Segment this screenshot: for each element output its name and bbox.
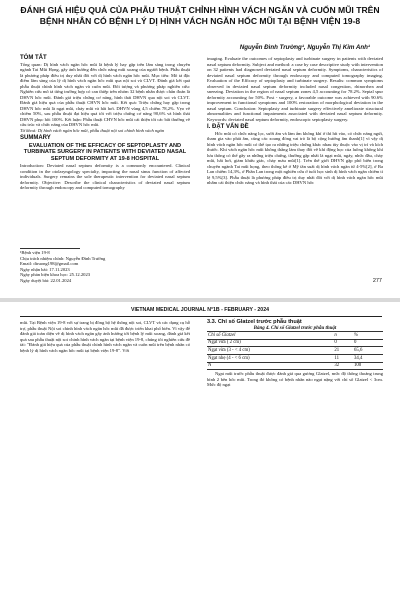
page2-left-column bbox=[20, 320, 190, 353]
table-cell: Ngạt nhẹ (4 - < 6 cm) bbox=[207, 355, 333, 363]
table-row bbox=[207, 339, 383, 347]
table-header-cell: Chỉ số Glatzel bbox=[207, 332, 333, 340]
table-cell: 32 bbox=[333, 362, 353, 370]
table-row bbox=[207, 362, 383, 370]
footnote-reviewed: Ngày phản biện khoa học: 25.12.2023 bbox=[20, 272, 91, 277]
summary-vi-heading: TÓM TẮT bbox=[20, 55, 47, 61]
running-header: VIETNAM MEDICAL JOURNAL N°1B - FEBRUARY - 2024 bbox=[131, 307, 269, 313]
table-caption: Bảng 4. Chỉ số Glatzel trước phẫu thuật bbox=[253, 325, 337, 331]
english-title: EVALUATION OF THE EFFICACY OF SEPTOPLASTY AND TURBINATE SURGERY IN PATIENTS WITH DEVIATED NASAL SEPTUM DEFORMITY AT 19-8 HOSPITAL bbox=[23, 142, 187, 162]
table-cell: N bbox=[207, 362, 333, 370]
table-cell: 0 bbox=[353, 339, 383, 347]
footnote-affiliation: ¹Bệnh viện 19-8 bbox=[20, 250, 50, 255]
abstract-en-continued: imaging. Evaluate the outcomes of septoplasty and turbinate surgery in patients with deviated nasal septum deformity. Subject and method: a case by case descriptive study with intervention on 32 patients had diagnosed deviated nasal septum deformity. Symptoms, characteristics of deviated nasal septum deformity through endoscopy and computed tomography imaging. Evaluation of the Efficacy of septoplasty and turbinate surgery. Results: common symptoms observed in deviated nasal septum deformity included nasal congestion, rhinorrhea and sneezing. Deviation in the region of nasal septum zones 4,5 accounting for 78.2%. Septal spur deformity accounting for 50%. Post - surgery, a favorable outcome was achieved with 90.6% improvement in functional symptoms and 100% restoration of morphological deviation in the nasal septum. Conclusion: Septoplasty and turbinate surgery effectively ameliorate structural abnormalities and functional impairments associated with deviated nasal septum deformity. Keywords: deviated nasal septum deformity, endoscopic septoplasty surgery. bbox=[207, 56, 383, 122]
table-cell: 34,4 bbox=[353, 355, 383, 363]
footnotes bbox=[20, 250, 190, 283]
table-cell: 100 bbox=[353, 362, 383, 370]
footnote-email: Email: dtruong198@gmail.com bbox=[20, 261, 79, 266]
page-number: 277 bbox=[372, 278, 382, 284]
table-cell: 65,6 bbox=[353, 347, 383, 355]
page-277 bbox=[0, 0, 400, 298]
left-column bbox=[20, 56, 190, 191]
header-rule bbox=[20, 316, 382, 317]
table-cell: 11 bbox=[333, 355, 353, 363]
table-row bbox=[207, 347, 383, 355]
summary-en-text: Introduction: Deviated nasal septum deformity is a commonly encountered. Clinical condition in the otolaryngology specialty, impacting the nasal sinus function of affected individuals. Surgery remains the sole therapeutic intervention for deviated nasal septum deformity. Objective: Describe the clinical characteristics of deviated nasal septum deformity through endoscopy and computed tomography bbox=[20, 163, 190, 191]
footnote-corresponding-author: Chịu trách nhiệm chính: Nguyễn Đình Trường bbox=[20, 255, 106, 261]
page2-right-column bbox=[207, 320, 383, 388]
section-1-heading: I. ĐẶT VẤN ĐỀ bbox=[207, 124, 249, 130]
page2-left-text: mũi. Tại Bệnh viện 19-8 với sự trang bị đồng bộ hệ thống nội soi, CLVT và các dụng cụ hỗ trợ, phẫu thuật Nội soi chỉnh hình vách ngăn hốc mũi đã được triển khai phổ biến. Vì vậy để đánh giá toàn diện về dị hình vách ngăn gây ảnh hưởng tới bệnh lý mũi xoang, đánh giá kết quả sau phẫu thuật nội soi chỉnh hình vách ngăn tại bệnh viện 19-8, chúng tôi nghiên cứu đề tài: "Đánh giá hiệu quả của phẫu thuật chỉnh hình vách ngăn và cuốn mũi trên bệnh nhân có bệnh lý dị hình vách ngăn hốc mũi tại bệnh viện 19-8". Với bbox=[20, 320, 190, 353]
article-title: ĐÁNH GIÁ HIỆU QUẢ CỦA PHẪU THUẬT CHỈNH HÌNH VÁCH NGĂN VÀ CUỐN MŨI TRÊN BỆNH NHÂN CÓ BỆNH LÝ DỊ HÌNH VÁCH NGĂN HỐC MŨI TẠI BỆNH VIỆN 19-8 bbox=[20, 5, 380, 26]
glatzel-table bbox=[207, 331, 383, 370]
summary-vi-text: Tổng quan: Dị hình vách ngăn hốc mũi là bệnh lý hay gặp trên lâm sàng trong chuyên ngành Tai Mũi Họng, gây ảnh hưởng đến chức năng mũi xoang của người bệnh. Phẫu thuật là phương pháp điều trị duy nhất đối với dị hình vách ngăn hốc mũi. Mục tiêu: Mô tả đặc điểm lâm sàng của lý dị hình vách ngăn hốc mũi qua nội soi và CLVT. Đánh giá kết quả phẫu thuật chỉnh hình vách ngăn và cuốn mũi. Đối tượng và phương pháp nghiên cứu: Nghiên cứu mô tả từng trường hợp có can thiệp trên nhóm 32 bệnh nhân được chẩn đoán là DHVN hốc mũi. Đánh giá triệu chứng cơ năng, hình thái DHVN qua nội soi và CLVT. Đánh giá hiệu quả của phẫu thuật CHVN hốc mũi. Kết quả: Triệu chứng hay gặp trong DHVN hốc mũi là ngạt mũi, chảy mũi và hắt hơi. DHVN vùng 4,5 chiếm 78,2%. Vẹo vê chiếm 50%, sau phẫu thuật đạt hiệu quả tốt với triệu chứng cơ năng 90,6% và hình thái DHVN phục hồi 100%. Kết luận: Phẫu thuật CHVN hốc mũi cải thiện tốt các bất thường về cấu trúc và chức năng của DHVN hốc mũi. bbox=[20, 61, 190, 127]
table-cell: Ngạt vừa (3 - < 4 cm) bbox=[207, 347, 333, 355]
table-header-cell: n bbox=[333, 332, 353, 340]
table-cell: 0 bbox=[333, 339, 353, 347]
right-column bbox=[207, 56, 383, 186]
footnote-received: Ngày nhận bài: 17.11.2023 bbox=[20, 266, 70, 272]
footnote-accepted: Ngày duyệt bài: 22.01.2024 bbox=[20, 277, 72, 283]
table-header-cell: % bbox=[353, 332, 383, 340]
summary-en-heading: SUMMARY bbox=[20, 135, 51, 141]
table-row bbox=[207, 355, 383, 363]
keywords-vi: Từ khoá: Dị hình vách ngăn hốc mũi, phẫu thuật nội soi chỉnh hình vách ngăn bbox=[20, 127, 165, 133]
table-header-row bbox=[207, 332, 383, 340]
page-278 bbox=[0, 302, 400, 600]
section-3-3-heading: 3.3. Chỉ số Glatzel trước phẫu thuật bbox=[207, 319, 302, 325]
footnote-rule bbox=[20, 248, 80, 249]
authors: Nguyễn Đình Trường¹, Nguyễn Thị Kim Anh¹ bbox=[239, 44, 370, 51]
table-cell: Ngạt vừa ( 2 cm) bbox=[207, 339, 333, 347]
page2-right-text: Ngạt mũi trước phẫu thuật được đánh giá qua gương Glatzel, mức độ thông thoáng trung bình 2 bên hốc mũi. Trong đó không có bệnh nhân nào ngạt nặng với chỉ số Glatzel < 3cm. Mức độ ngạt bbox=[207, 371, 383, 388]
section-1-text: Hốc mũi có chức năng lọc, sưởi ấm và làm ẩm không khí ở thì hít vào, có chức năng ngửi, tham gia vào phát âm, cùng các xoang đóng vai trò là bộ cộng hưởng âm thanh[1] vì vậy dị hình vách ngăn hốc mũi có thể tạo ra những triệu chứng khác nhau tùy thuộc vào vị trí và kích thước. Khi vách ngăn hốc mũi không thẳng làm thay đổi về khí động học của luồng không khí lưu thông có thể gây ra những triệu chứng, thường gặp nhất là ngạt mũi, ngáy, nhức đầu, chảy mũi, hắt hơi, giảm khứu giác, chảy máu mũi[1]. Trên thế giới DHVN gặp phổ biến trong chuyên ngành Tai mũi họng, theo thống kê ở Mỹ tần suất dị hình vách ngăn từ 4-5%[2], ở Ba Lan chiếm 14,3%, ở Phần Lan trong một nghiên cứu ở tuổi học sinh dị hình vách ngăn chiếm tỉ lệ 9,5%[3]. Phẫu thuật là phương pháp điều trị duy nhất đối với dị hình vách ngăn hốc mũi nhằm cải thiện chức năng và hình thái của các DHVN hốc bbox=[207, 130, 383, 185]
table-cell: 21 bbox=[333, 347, 353, 355]
